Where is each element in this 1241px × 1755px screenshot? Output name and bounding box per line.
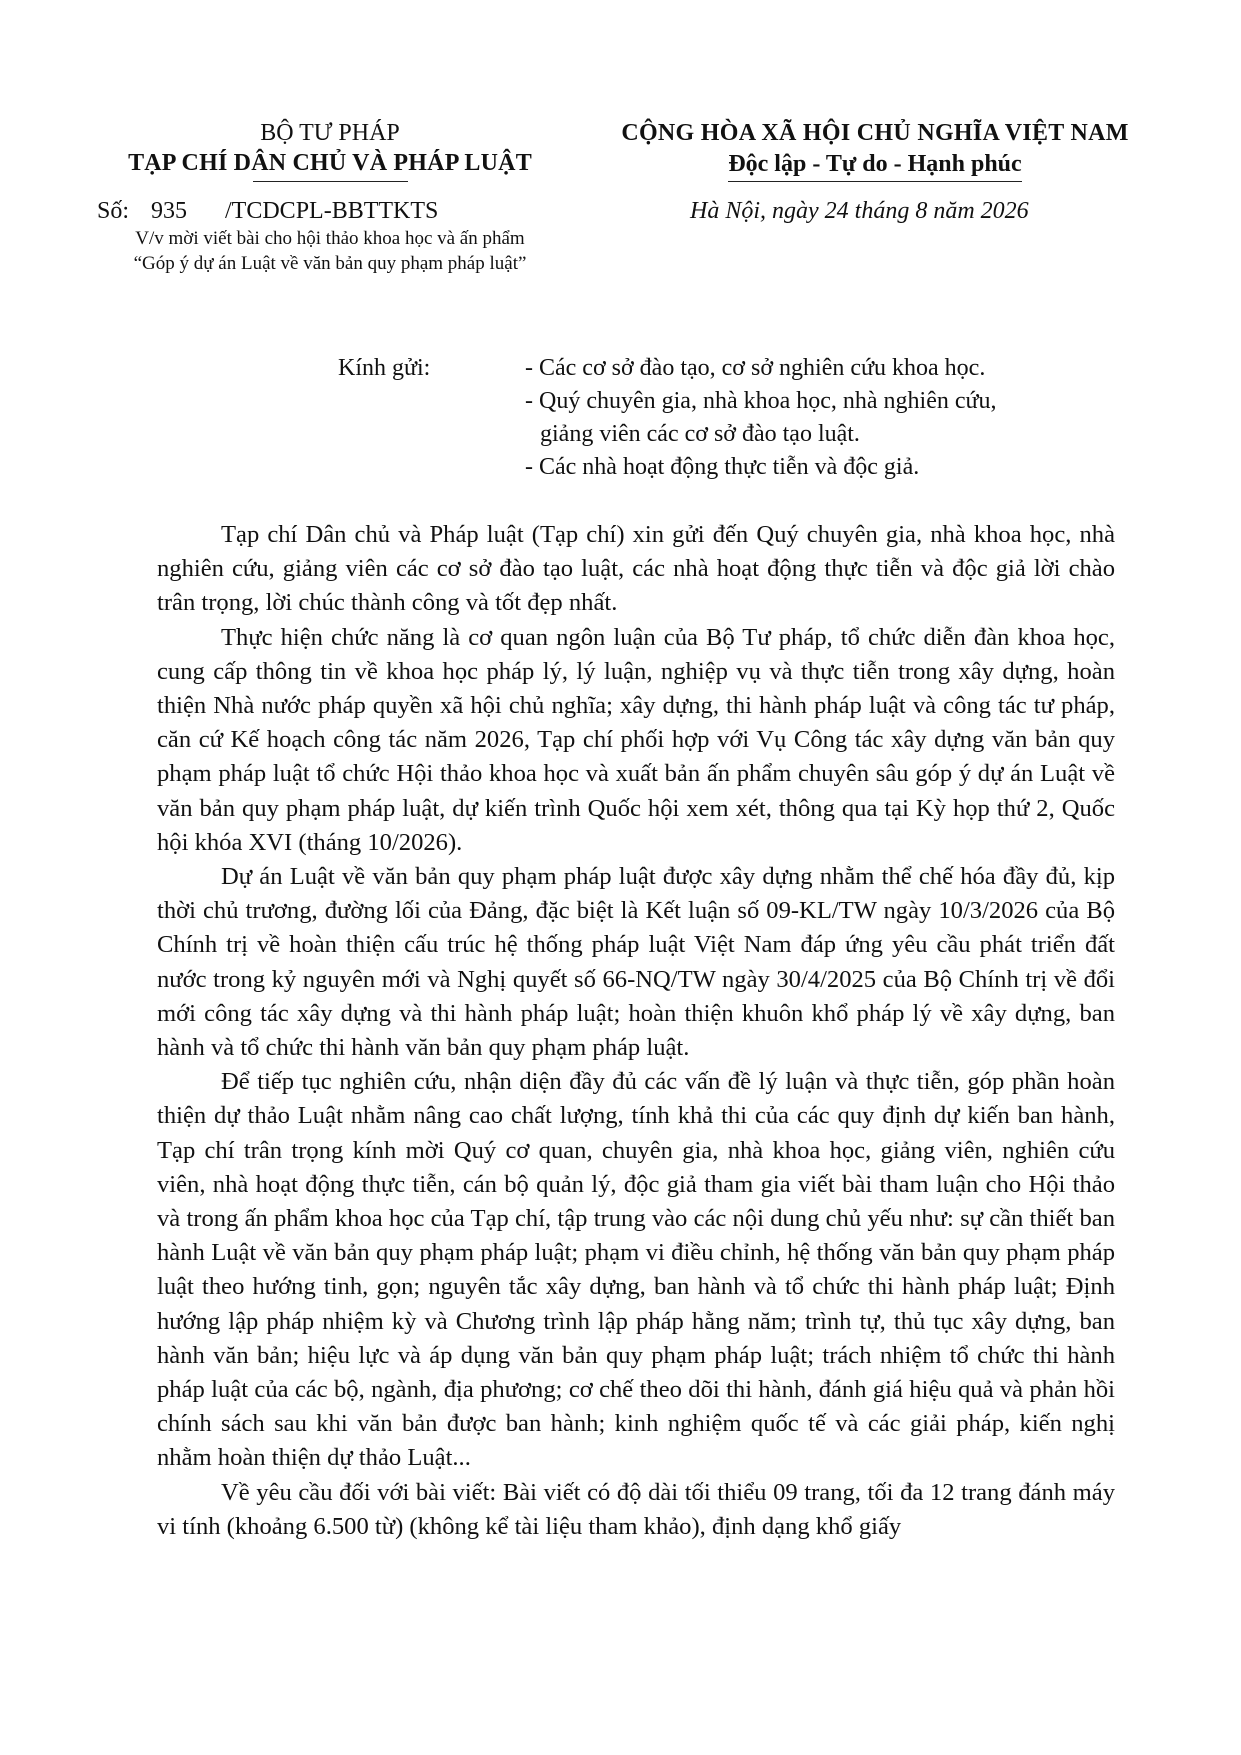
doc-number-value: 935: [151, 198, 188, 224]
subject-line: [85, 226, 575, 276]
recipient-item-continuation: giảng viên các cơ sở đào tạo luật.: [540, 421, 860, 447]
body-paragraph: Thực hiện chức năng là cơ quan ngôn luận của Bộ Tư pháp, tổ chức diễn đàn khoa học, cung cấp thông tin về khoa học pháp lý, lý luận, nghiệp vụ và thực tiễn trong xây dựng, hoàn thiện Nhà nước pháp quyền xã hội chủ nghĩa; xây dựng, thi hành pháp luật và công tác tư pháp, căn cứ Kế hoạch công tác năm 2026, Tạp chí phối hợp với Vụ Công tác xây dựng văn bản quy phạm pháp luật tổ chức Hội thảo khoa học và xuất bản ấn phẩm chuyên sâu góp ý dự án Luật về văn bản quy phạm pháp luật, dự kiến trình Quốc hội xem xét, thông qua tại Kỳ họp thứ 2, Quốc hội khóa XVI (tháng 10/2026).: [157, 623, 1115, 856]
nation-name: CỘNG HÒA XÃ HỘI CHỦ NGHĨA VIỆT NAM: [621, 120, 1129, 146]
recipient-item: - Các cơ sở đào tạo, cơ sở nghiên cứu khoa học.: [525, 355, 986, 381]
body-paragraph: Tạp chí Dân chủ và Pháp luật (Tạp chí) xin gửi đến Quý chuyên gia, nhà khoa học, nhà nghiên cứu, giảng viên các cơ sở đào tạo luật, các nhà hoạt động thực tiễn và độc giả lời chào trân trọng, lời chúc thành công và tốt đẹp nhất.: [157, 521, 1115, 617]
issuer-underline: [253, 181, 408, 182]
body-paragraph: Để tiếp tục nghiên cứu, nhận diện đầy đủ các vấn đề lý luận và thực tiễn, góp phần hoàn thiện dự thảo Luật nhằm nâng cao chất lượng, tính khả thi của các quy định dự kiến ban hành, Tạp chí trân trọng kính mời Quý cơ quan, chuyên gia, nhà khoa học, giảng viên, nghiên cứu viên, nhà hoạt động thực tiễn, cán bộ quản lý, độc giả tham gia viết bài tham luận cho Hội thảo và trong ấn phẩm khoa học của Tạp chí, tập trung vào các nội dung chủ yếu như: sự cần thiết ban hành Luật về văn bản quy phạm pháp luật; phạm vi điều chỉnh, hệ thống văn bản quy phạm pháp luật theo hướng tinh, gọn; nguyên tắc xây dựng, ban hành và tổ chức thi hành pháp luật; Định hướng lập pháp nhiệm kỳ và Chương trình lập pháp hằng năm; trình tự, thủ tục xây dựng, ban hành văn bản; hiệu lực và áp dụng văn bản quy phạm pháp luật; trách nhiệm tổ chức thi hành pháp luật của các bộ, ngành, địa phương; cơ chế theo dõi thi hành, đánh giá hiệu quả và phản hồi chính sách sau khi văn bản được ban hành; kinh nghiệm quốc tế và các giải pháp, kiến nghị nhằm hoàn thiện dự thảo Luật...: [157, 1068, 1115, 1472]
document-number: [97, 196, 438, 226]
place-and-date: Hà Nội, ngày 24 tháng 8 năm 2026: [690, 198, 1029, 224]
ministry-name: BỘ TƯ PHÁP: [260, 120, 400, 146]
doc-number-prefix: Số:: [97, 198, 130, 224]
issuer-block: [95, 118, 565, 182]
recipients-list: [525, 352, 1115, 484]
recipient-item: - Quý chuyên gia, nhà khoa học, nhà nghiên cứu,: [525, 388, 997, 414]
recipient-item: - Các nhà hoạt động thực tiễn và độc giả.: [525, 454, 920, 480]
national-header: [590, 118, 1160, 182]
recipients-label: Kính gửi:: [338, 355, 431, 381]
body-paragraph: Dự án Luật về văn bản quy phạm pháp luật được xây dựng nhằm thể chế hóa đầy đủ, kịp thời chủ trương, đường lối của Đảng, đặc biệt là Kết luận số 09-KL/TW ngày 10/3/2026 của Bộ Chính trị về hoàn thiện cấu trúc hệ thống pháp luật Việt Nam đáp ứng yêu cầu phát triển đất nước trong kỷ nguyên mới và Nghị quyết số 66-NQ/TW ngày 30/4/2025 của Bộ Chính trị về đổi mới công tác xây dựng và thi hành pháp luật; hoàn thiện khuôn khổ pháp lý về xây dựng, ban hành và tổ chức thi hành văn bản quy phạm pháp luật.: [157, 863, 1115, 1062]
journal-name: TẠP CHÍ DÂN CHỦ VÀ PHÁP LUẬT: [128, 150, 532, 176]
national-motto: Độc lập - Tự do - Hạnh phúc: [728, 148, 1021, 182]
doc-number-suffix: /TCDCPL-BBTTKTS: [225, 198, 439, 224]
subject-line-1: V/v mời viết bài cho hội thảo khoa học và ấn phẩm: [135, 228, 525, 249]
body-paragraph: Về yêu cầu đối với bài viết: Bài viết có độ dài tối thiểu 09 trang, tối đa 12 trang đánh máy vi tính (khoảng 6.500 từ) (không kể tài liệu tham khảo), định dạng khổ giấy: [157, 1478, 1115, 1540]
letter-body: [157, 518, 1115, 1544]
subject-line-2: “Góp ý dự án Luật về văn bản quy phạm pháp luật”: [133, 253, 527, 274]
